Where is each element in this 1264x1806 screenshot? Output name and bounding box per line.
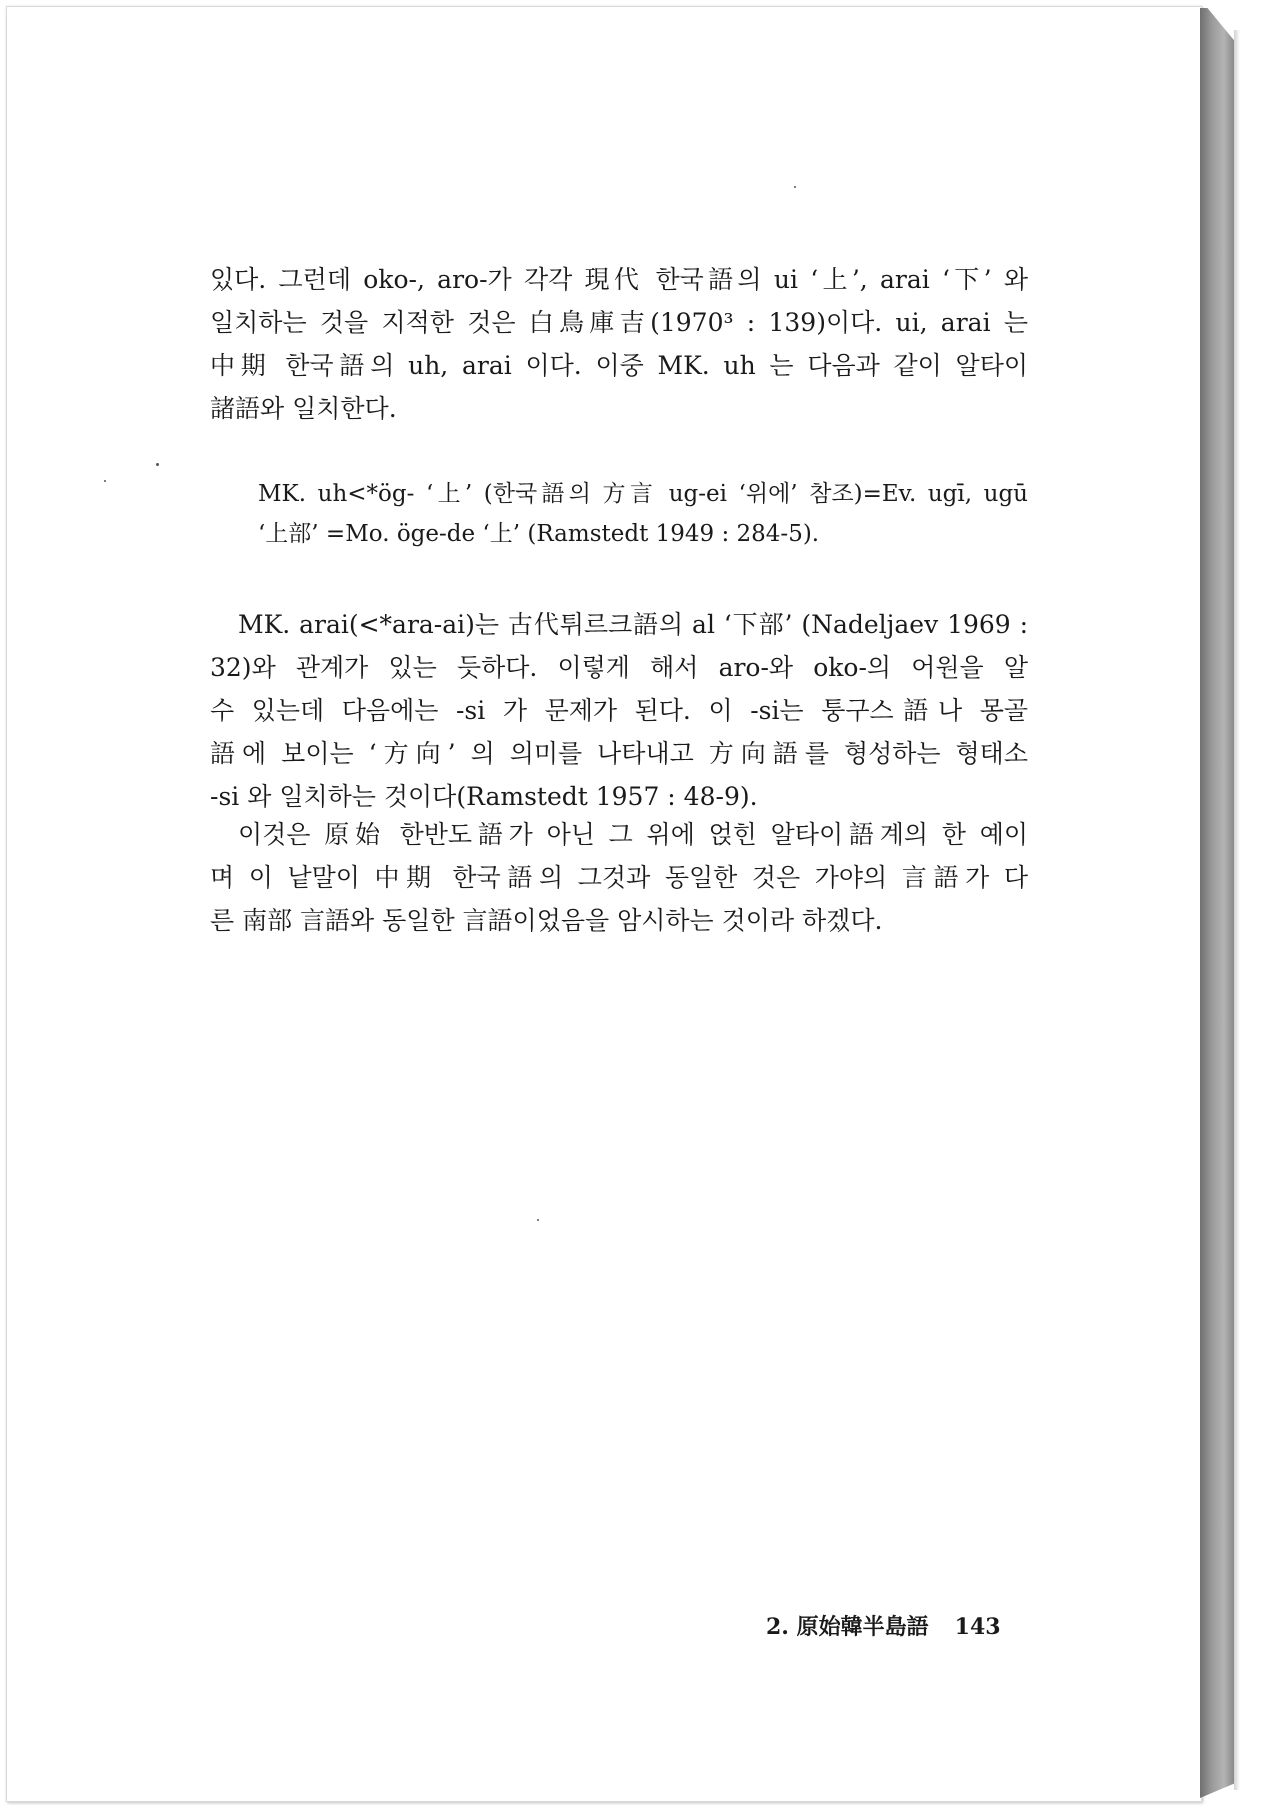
text-line: 이것은 原始 한반도語가 아닌 그 위에 얹힌 알타이語계의 한 예이 bbox=[238, 820, 1028, 849]
page-edge-stack bbox=[1200, 8, 1234, 1798]
text-line: 中期 한국語의 uh, arai 이다. 이중 MK. uh 는 다음과 같이 알타이 bbox=[210, 351, 1028, 380]
text-line: 며 이 낱말이 中期 한국語의 그것과 동일한 것은 가야의 言語가 다 bbox=[210, 863, 1028, 892]
paragraph-2 bbox=[210, 603, 1028, 818]
print-speck bbox=[104, 480, 106, 482]
text-line: 른 南部 言語와 동일한 言語이었음을 암시하는 것이라 하겠다. bbox=[210, 906, 883, 935]
text-line: 語에 보이는 ‘方向’ 의 의미를 나타내고 方向語를 형성하는 형태소 bbox=[210, 739, 1028, 768]
text-line: -si 와 일치하는 것이다(Ramstedt 1957 : 48-9). bbox=[210, 782, 758, 811]
text-line: 32)와 관계가 있는 듯하다. 이렇게 해서 aro-와 oko-의 어원을 알 bbox=[210, 653, 1028, 682]
print-speck bbox=[794, 186, 796, 188]
quote-line: ‘上部’ =Mo. öge-de ‘上’ (Ramstedt 1949 : 284-5). bbox=[258, 521, 820, 547]
text-line: MK. arai(<*ara-ai)는 古代튀르크語의 al ‘下部’ (Nadeljaev 1969 : bbox=[238, 610, 1028, 639]
page-edge-shadow bbox=[1234, 30, 1240, 1790]
print-speck bbox=[156, 463, 159, 466]
quote-line: MK. uh<*ög- ‘上’ (한국語의 方言 ug-ei ‘위에’ 참조)=Ev. ugī, ugū bbox=[258, 481, 1028, 507]
print-speck bbox=[537, 1219, 539, 1221]
section-title: 2. 原始韓半島語 bbox=[766, 1614, 929, 1640]
paragraph-1 bbox=[210, 258, 1028, 430]
running-footer bbox=[766, 1610, 1001, 1641]
text-line: 諸語와 일치한다. bbox=[210, 394, 397, 423]
text-line: 수 있는데 다음에는 -si 가 문제가 된다. 이 -si는 퉁구스語나 몽골 bbox=[210, 696, 1028, 725]
block-quote bbox=[258, 474, 1028, 554]
text-line: 일치하는 것을 지적한 것은 白鳥庫吉(1970³ : 139)이다. ui, arai 는 bbox=[210, 308, 1028, 337]
paragraph-3 bbox=[210, 813, 1028, 942]
page-number: 143 bbox=[954, 1614, 1001, 1640]
text-line: 있다. 그런데 oko-, aro-가 각각 現代 한국語의 ui ‘上’, arai ‘下’ 와 bbox=[210, 265, 1028, 294]
